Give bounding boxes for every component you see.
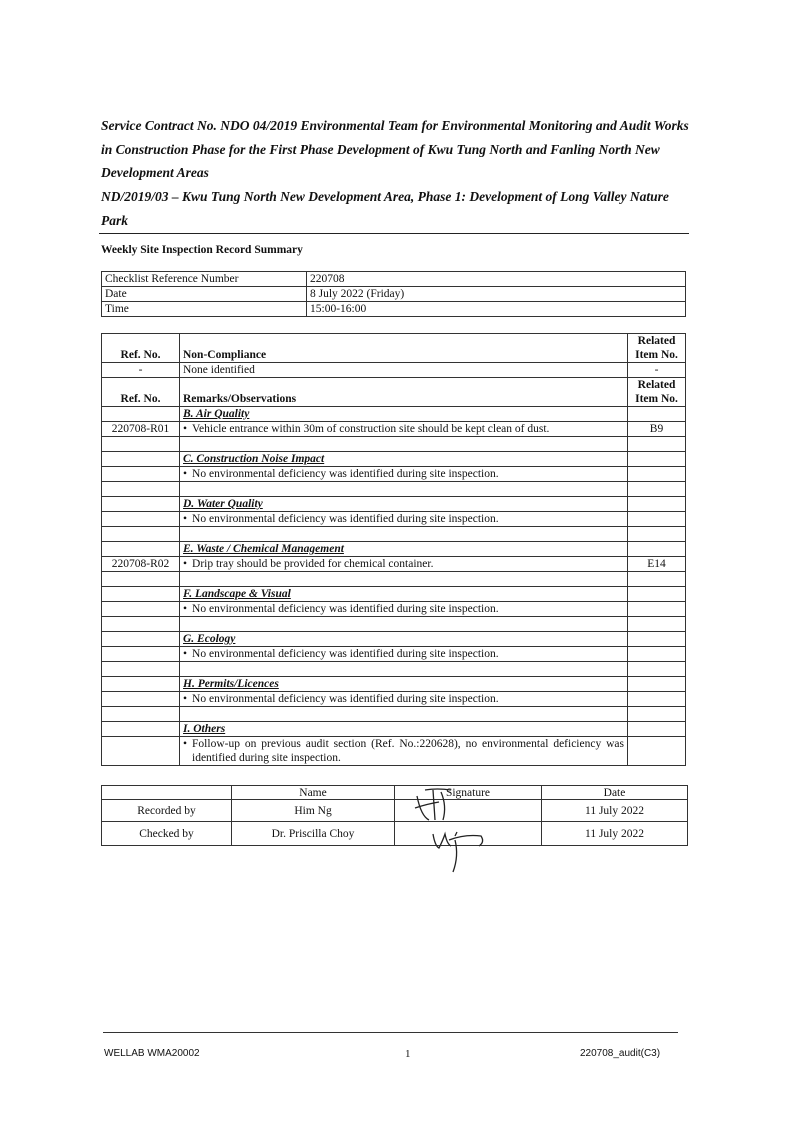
section-heading-row: [102, 542, 686, 557]
observation-text: • No environmental deficiency was identified during site inspection.: [180, 647, 628, 662]
blank-row: [102, 437, 686, 452]
ref-no: [102, 467, 180, 482]
table-row: [102, 692, 686, 707]
info-value: 8 July 2022 (Friday): [307, 287, 686, 302]
signature-image: [407, 786, 477, 826]
related-item: [628, 737, 686, 766]
col-ref-header: Ref. No.: [102, 334, 180, 363]
blank-row: [102, 572, 686, 587]
col-noncompliance-header: Non-Compliance: [180, 334, 628, 363]
info-table: [101, 271, 686, 317]
signature-table: [101, 785, 688, 846]
section-heading: I. Others: [180, 722, 628, 737]
signer-role: Checked by: [102, 822, 232, 846]
ref-no: [102, 737, 180, 766]
blank-row: [102, 707, 686, 722]
info-row: [102, 302, 686, 317]
col-ref-header: Ref. No.: [102, 378, 180, 407]
section-title: Weekly Site Inspection Record Summary: [101, 244, 303, 256]
section-heading: F. Landscape & Visual: [180, 587, 628, 602]
info-value: 220708: [307, 272, 686, 287]
table-row: [102, 467, 686, 482]
observation-text: • Drip tray should be provided for chemical container.: [180, 557, 628, 572]
related-item: [628, 467, 686, 482]
sign-date: 11 July 2022: [542, 800, 688, 822]
ref-no: 220708-R01: [102, 422, 180, 437]
section-heading: C. Construction Noise Impact: [180, 452, 628, 467]
section-heading: H. Permits/Licences: [180, 677, 628, 692]
observation-text: • Vehicle entrance within 30m of construction site should be kept clean of dust.: [180, 422, 628, 437]
ref-no: 220708-R02: [102, 557, 180, 572]
blank-row: [102, 527, 686, 542]
col-date-header: Date: [542, 786, 688, 800]
signature-header-row: [102, 786, 688, 800]
contract-title: Service Contract No. NDO 04/2019 Environmental Team for Environmental Monitoring and Audit Works in Construction Phase for the First Phase Development of Kwu Tung North and Fanling North New Development Areas: [101, 118, 689, 180]
section-heading-row: [102, 407, 686, 422]
signature-cell: [395, 822, 542, 846]
ref-no: [102, 602, 180, 617]
nc-ref: -: [102, 363, 180, 378]
ref-no: [102, 692, 180, 707]
observation-text: • No environmental deficiency was identified during site inspection.: [180, 692, 628, 707]
section-heading-row: [102, 677, 686, 692]
related-item: [628, 692, 686, 707]
section-heading-row: [102, 497, 686, 512]
info-label: Date: [102, 287, 307, 302]
info-label: Checklist Reference Number: [102, 272, 307, 287]
sign-date: 11 July 2022: [542, 822, 688, 846]
nc-related: -: [628, 363, 686, 378]
ref-no: [102, 647, 180, 662]
section-heading-row: [102, 452, 686, 467]
info-label: Time: [102, 302, 307, 317]
col-related-header: Related Item No.: [628, 334, 686, 363]
section-heading: B. Air Quality: [180, 407, 628, 422]
observation-text: • No environmental deficiency was identified during site inspection.: [180, 602, 628, 617]
col-name-header: Name: [232, 786, 395, 800]
signature-row: [102, 800, 688, 822]
nc-text: None identified: [180, 363, 628, 378]
signer-name: Dr. Priscilla Choy: [232, 822, 395, 846]
section-heading: E. Waste / Chemical Management: [180, 542, 628, 557]
info-row: [102, 272, 686, 287]
related-item: [628, 512, 686, 527]
table-row: [102, 737, 686, 766]
page-number: 1: [405, 1048, 411, 1060]
table-row: [102, 602, 686, 617]
signer-role: Recorded by: [102, 800, 232, 822]
footer-right: 220708_audit(C3): [580, 1048, 661, 1059]
signature-cell: [395, 800, 542, 822]
col-related-header: Related Item No.: [628, 378, 686, 407]
footer-left: WELLAB WMA20002: [104, 1048, 200, 1059]
related-item: [628, 602, 686, 617]
col-signature-header: Signature: [395, 786, 542, 800]
project-title: ND/2019/03 – Kwu Tung North New Development Area, Phase 1: Development of Long Valley Nature Park: [101, 189, 669, 228]
info-value: 15:00-16:00: [307, 302, 686, 317]
inspection-table: [101, 333, 686, 766]
ref-no: [102, 512, 180, 527]
related-item: [628, 647, 686, 662]
footer-divider: [103, 1032, 678, 1033]
table-row: [102, 422, 686, 437]
section-heading-row: [102, 632, 686, 647]
table-header-row: [102, 334, 686, 363]
table-row: [102, 647, 686, 662]
signature-image: [425, 826, 505, 876]
col-remarks-header: Remarks/Observations: [180, 378, 628, 407]
table-row: [102, 363, 686, 378]
related-item: B9: [628, 422, 686, 437]
observation-text: • Follow-up on previous audit section (Ref. No.:220628), no environmental deficiency was identified during site inspection.: [180, 737, 628, 766]
blank-row: [102, 662, 686, 677]
observation-text: • No environmental deficiency was identified during site inspection.: [180, 512, 628, 527]
signer-name: Him Ng: [232, 800, 395, 822]
header-divider: [99, 233, 689, 234]
table-row: [102, 557, 686, 572]
table-header-row: [102, 378, 686, 407]
info-row: [102, 287, 686, 302]
blank-row: [102, 617, 686, 632]
observation-text: • No environmental deficiency was identified during site inspection.: [180, 467, 628, 482]
table-row: [102, 512, 686, 527]
signature-row: [102, 822, 688, 846]
section-heading: G. Ecology: [180, 632, 628, 647]
related-item: E14: [628, 557, 686, 572]
section-heading: D. Water Quality: [180, 497, 628, 512]
section-heading-row: [102, 722, 686, 737]
section-heading-row: [102, 587, 686, 602]
blank-row: [102, 482, 686, 497]
